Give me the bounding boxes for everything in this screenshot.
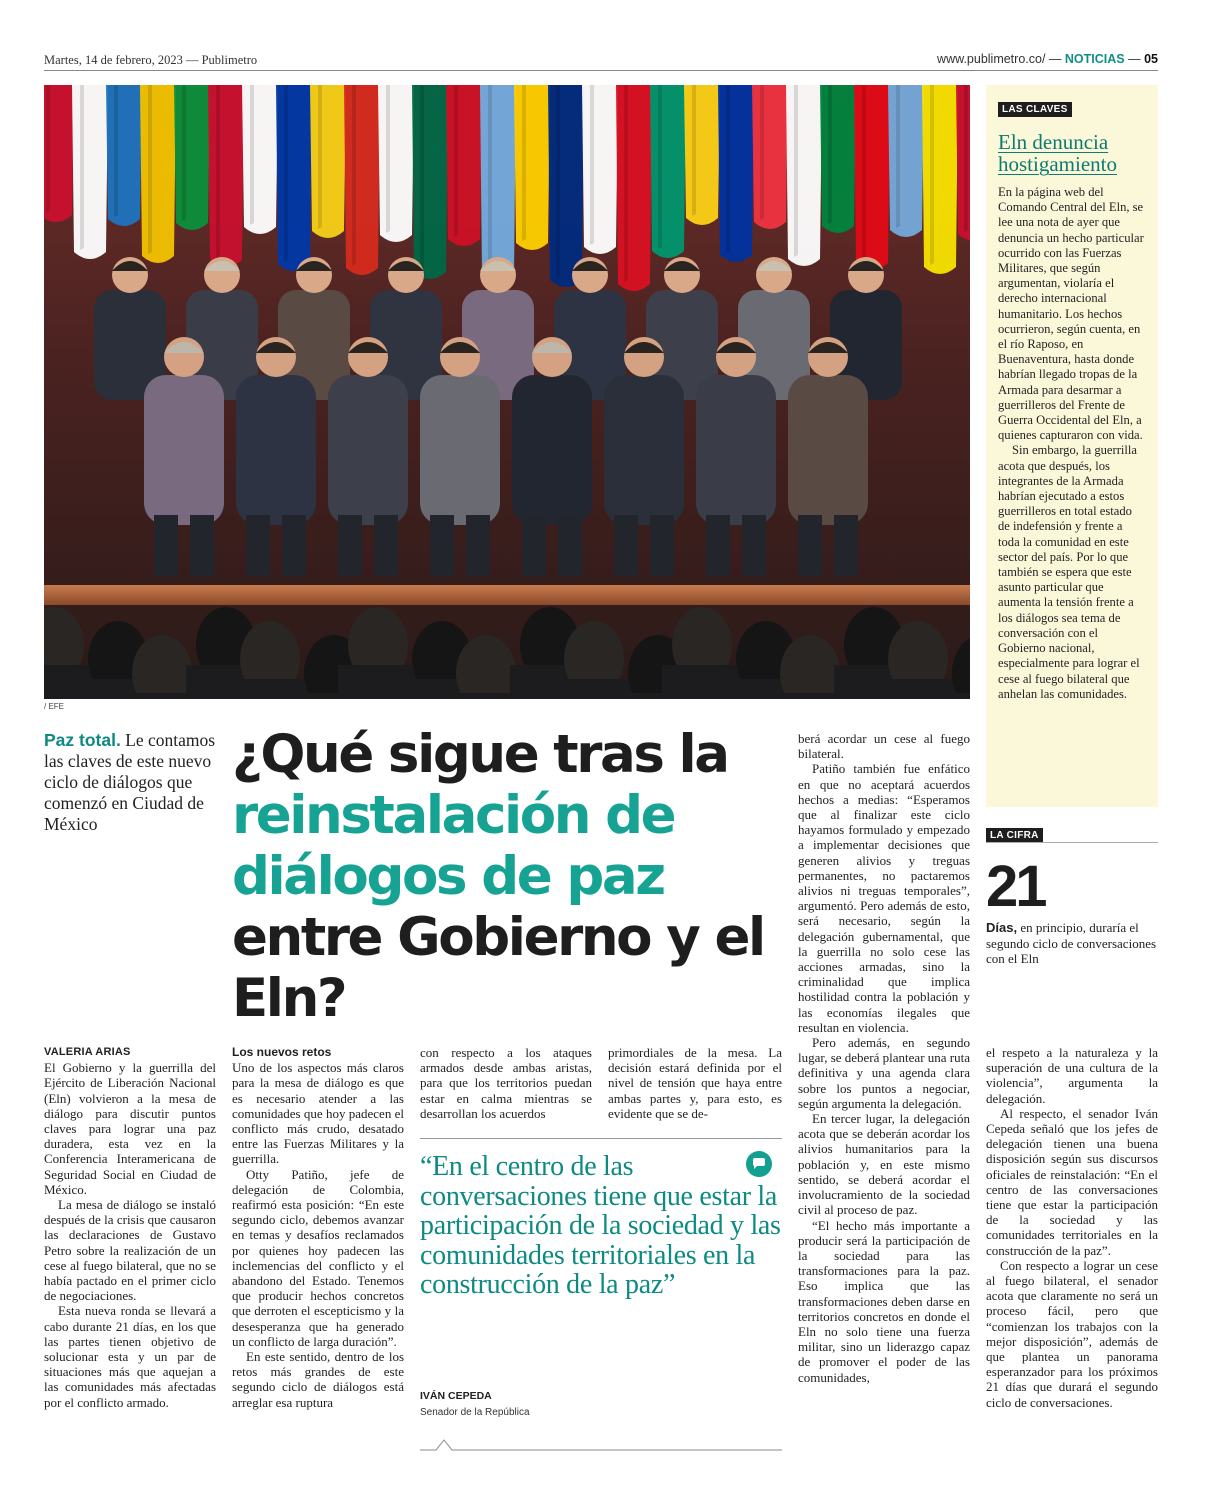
cifra-tag: LA CIFRA <box>986 828 1043 843</box>
header-divider <box>44 70 1158 71</box>
article-lead <box>44 730 220 835</box>
article-paragraph: La mesa de diálogo se instaló después de la crisis que causaron las declaraciones de Gustavo Petro sobre la realización de un cese al fuego bilateral, que no se había pactado en el primer ciclo de negociaciones. <box>44 1197 216 1304</box>
headline-highlight: reinstalación de diálogos de paz <box>232 785 675 907</box>
article-paragraph: Otty Patiño, jefe de delegación de Colombia, reafirmó esta posición: “En este segundo ciclo, debemos avanzar en temas y desafíos reclamados por quienes hoy padecen las inclemencias del conflicto y el abandono del Estado. Tenemos que producir hechos concretos que derroten el escepticismo y la desesperanza que ha generado un conflicto de larga duración”. <box>232 1166 404 1349</box>
article-paragraph: En este sentido, dentro de los retos más grandes de este segundo ciclo de diálogos está arreglar esa ruptura <box>232 1349 404 1410</box>
sidebar-paragraph: Sin embargo, la guerrilla acota que después, los integrantes de la Armada habrían ejecutado a estos guerrilleros en total estado de indefensión y frente a toda la comunidad en este sector del país. Por lo que también se espera que este asunto particular que aumenta la tensión frente a los diálogos sea tema de conversación con el Gobierno nacional, especialmente para lograr el cese al fuego bilateral que anhelan las comunidades. <box>998 443 1140 701</box>
photo-credit: / EFE <box>44 702 65 711</box>
article-column-5 <box>798 731 970 1385</box>
article-paragraph: Uno de los aspectos más claros para la mesa de diálogo es que es necesario atender a las comunidades que hoy padecen el conflicto más crudo, desatado entre las Fuerzas Militares y la guerrilla. <box>232 1060 404 1167</box>
article-column-1 <box>44 1045 216 1410</box>
page-number: 05 <box>1144 52 1158 66</box>
article-paragraph: Al respecto, el senador Iván Cepeda señaló que los jefes de delegación tienen una buena disposición según sus discursos oficiales de reinstalación: “En el centro de las conversaciones tiene que estar la participación de la sociedad y las comunidades territoriales en la construcción de la paz”. <box>986 1105 1158 1258</box>
main-photo <box>44 85 970 699</box>
article-column-2 <box>232 1045 404 1410</box>
article-paragraph: En tercer lugar, la delegación acota que se deberán acordar los alivios humanitarios para la población y, en este mismo sentido, se deberá acordar el involucramiento de la sociedad civil al proceso de paz. <box>798 1111 970 1218</box>
article-headline <box>232 724 792 1029</box>
cifra-number: 21 <box>986 854 1045 919</box>
article-paragraph: con respecto a los ataques armados desde ambas aristas, para que los territorios puedan estar en calma mientras se desarrollan los acuerdos <box>420 1045 592 1121</box>
article-paragraph: primordiales de la mesa. La decisión estará definida por el nivel de tensión que haya entre ambas partes y, para esto, es evidente que se de- <box>608 1045 782 1121</box>
byline: VALERIA ARIAS <box>44 1046 131 1058</box>
cifra-description <box>986 920 1158 967</box>
subhead: Los nuevos retos <box>232 1045 332 1059</box>
sidebar-title: Eln denuncia hostigamiento <box>998 130 1117 176</box>
headline-part-1: ¿Qué sigue tras la <box>232 724 728 785</box>
quote-author: IVÁN CEPEDA <box>420 1390 492 1402</box>
article-paragraph: Pero además, en segundo lugar, se deberá plantear una ruta definitiva y una agenda clara sobre los puntos a negociar, según argumenta la delegación. <box>798 1035 971 1111</box>
lead-kicker: Paz total. <box>44 730 121 750</box>
article-paragraph: berá acordar un cese al fuego bilateral. <box>798 731 970 762</box>
article-paragraph: El Gobierno y la guerrilla del Ejército de Liberación Nacional (Eln) volvieron a la mesa de diálogo para discutir puntos claves para lograr una paz duradera, esta vez en la Conferencia Interamericana de Seguridad Social en Ciudad de México. <box>44 1060 216 1197</box>
article-column-3 <box>420 1045 592 1121</box>
article-paragraph: Con respecto a lograr un cese al fuego bilateral, el senador acota que claramente no será un proceso fácil, pero que “comienzan los trabajos con la mejor disposición”, además de que plantea un panorama esperanzador para los próximos 21 días que durará el segundo ciclo de conversaciones. <box>986 1257 1158 1410</box>
article-paragraph: Esta nueva ronda se llevará a cabo durante 21 días, en los que las partes tienen objetivo de solucionar esta y un par de situaciones más que aquejan a las comunidades más afectadas por el conflicto armado. <box>44 1303 216 1410</box>
sidebar-body <box>998 185 1146 702</box>
article-paragraph: “El hecho más importante a producir será la participación de la sociedad para las transformaciones para la paz. Eso implica que las transformaciones deben darse en territorios concretos en donde el Eln no solo tiene una fuerza militar, sino un liderazgo capaz de promover el poder de las comunidades, <box>798 1217 970 1385</box>
cifra-text: en principio, duraría el segundo ciclo de conversaciones con el Eln <box>986 920 1157 966</box>
sidebar-paragraph: En la página web del Comando Central del Eln, se lee una nota de ayer que denuncia un hecho particular ocurrido con las Fuerzas Militares, que según argumentan, violaría el derecho internacional humanitario. Los hechos ocurrieron, según cuenta, en el río Raposo, en Buenaventura, hasta donde habrían llegado tropas de la Armada para desarmar a guerrilleros del Frente de Guerra Occidental del Eln, a quienes capturaron con vida. <box>998 185 1144 443</box>
headline-part-2: entre Gobierno y el Eln? <box>232 907 764 1029</box>
lead-text: Le contamos las claves de este nuevo ciclo de diálogos que comenzó en Ciudad de México <box>44 730 216 834</box>
article-paragraph: Patiño también fue enfático en que no aceptará acuerdos hechos a medias: “Esperamos que al finalizar este ciclo hayamos formulado y empezado a implementar decisiones que generen alivios y treguas permanentes, no pactaremos alivios ni treguas temporales”, argumentó. Pero además de esto, será necesario, según la delegación gubernamental, que la guerrilla no solo cese las acciones armadas, sino la criminalidad que implica hostilidad contra la población y las economías ilegales que resultan en violencia. <box>798 761 970 1035</box>
cifra-tag-wrap <box>986 823 1043 843</box>
quote-bottom-rule <box>420 1436 782 1452</box>
cifra-bold: Días, <box>986 920 1018 935</box>
article-column-4 <box>608 1045 782 1121</box>
article-paragraph: el respeto a la naturaleza y la superación de una cultura de la violencia”, argumenta la delegación. <box>986 1045 1158 1106</box>
article-column-6 <box>986 1045 1158 1410</box>
publication-date: Martes, 14 de febrero, 2023 — Publimetro <box>44 53 258 67</box>
sidebar-las-claves <box>986 85 1158 807</box>
cifra-divider <box>986 842 1158 843</box>
sidebar-tag: LAS CLAVES <box>998 102 1072 117</box>
pull-quote: “En el centro de las conversaciones tiene que estar la participación de la sociedad y las comunidades territoriales en la construcción de la paz” <box>420 1151 781 1300</box>
quote-author-role: Senador de la República <box>420 1407 530 1418</box>
quote-divider <box>420 1138 782 1139</box>
section-name: NOTICIAS <box>1064 52 1125 66</box>
page-header-right: www.publimetro.co/ — NOTICIAS — 05 <box>937 52 1158 66</box>
site-url[interactable]: www.publimetro.co/ <box>937 52 1046 66</box>
